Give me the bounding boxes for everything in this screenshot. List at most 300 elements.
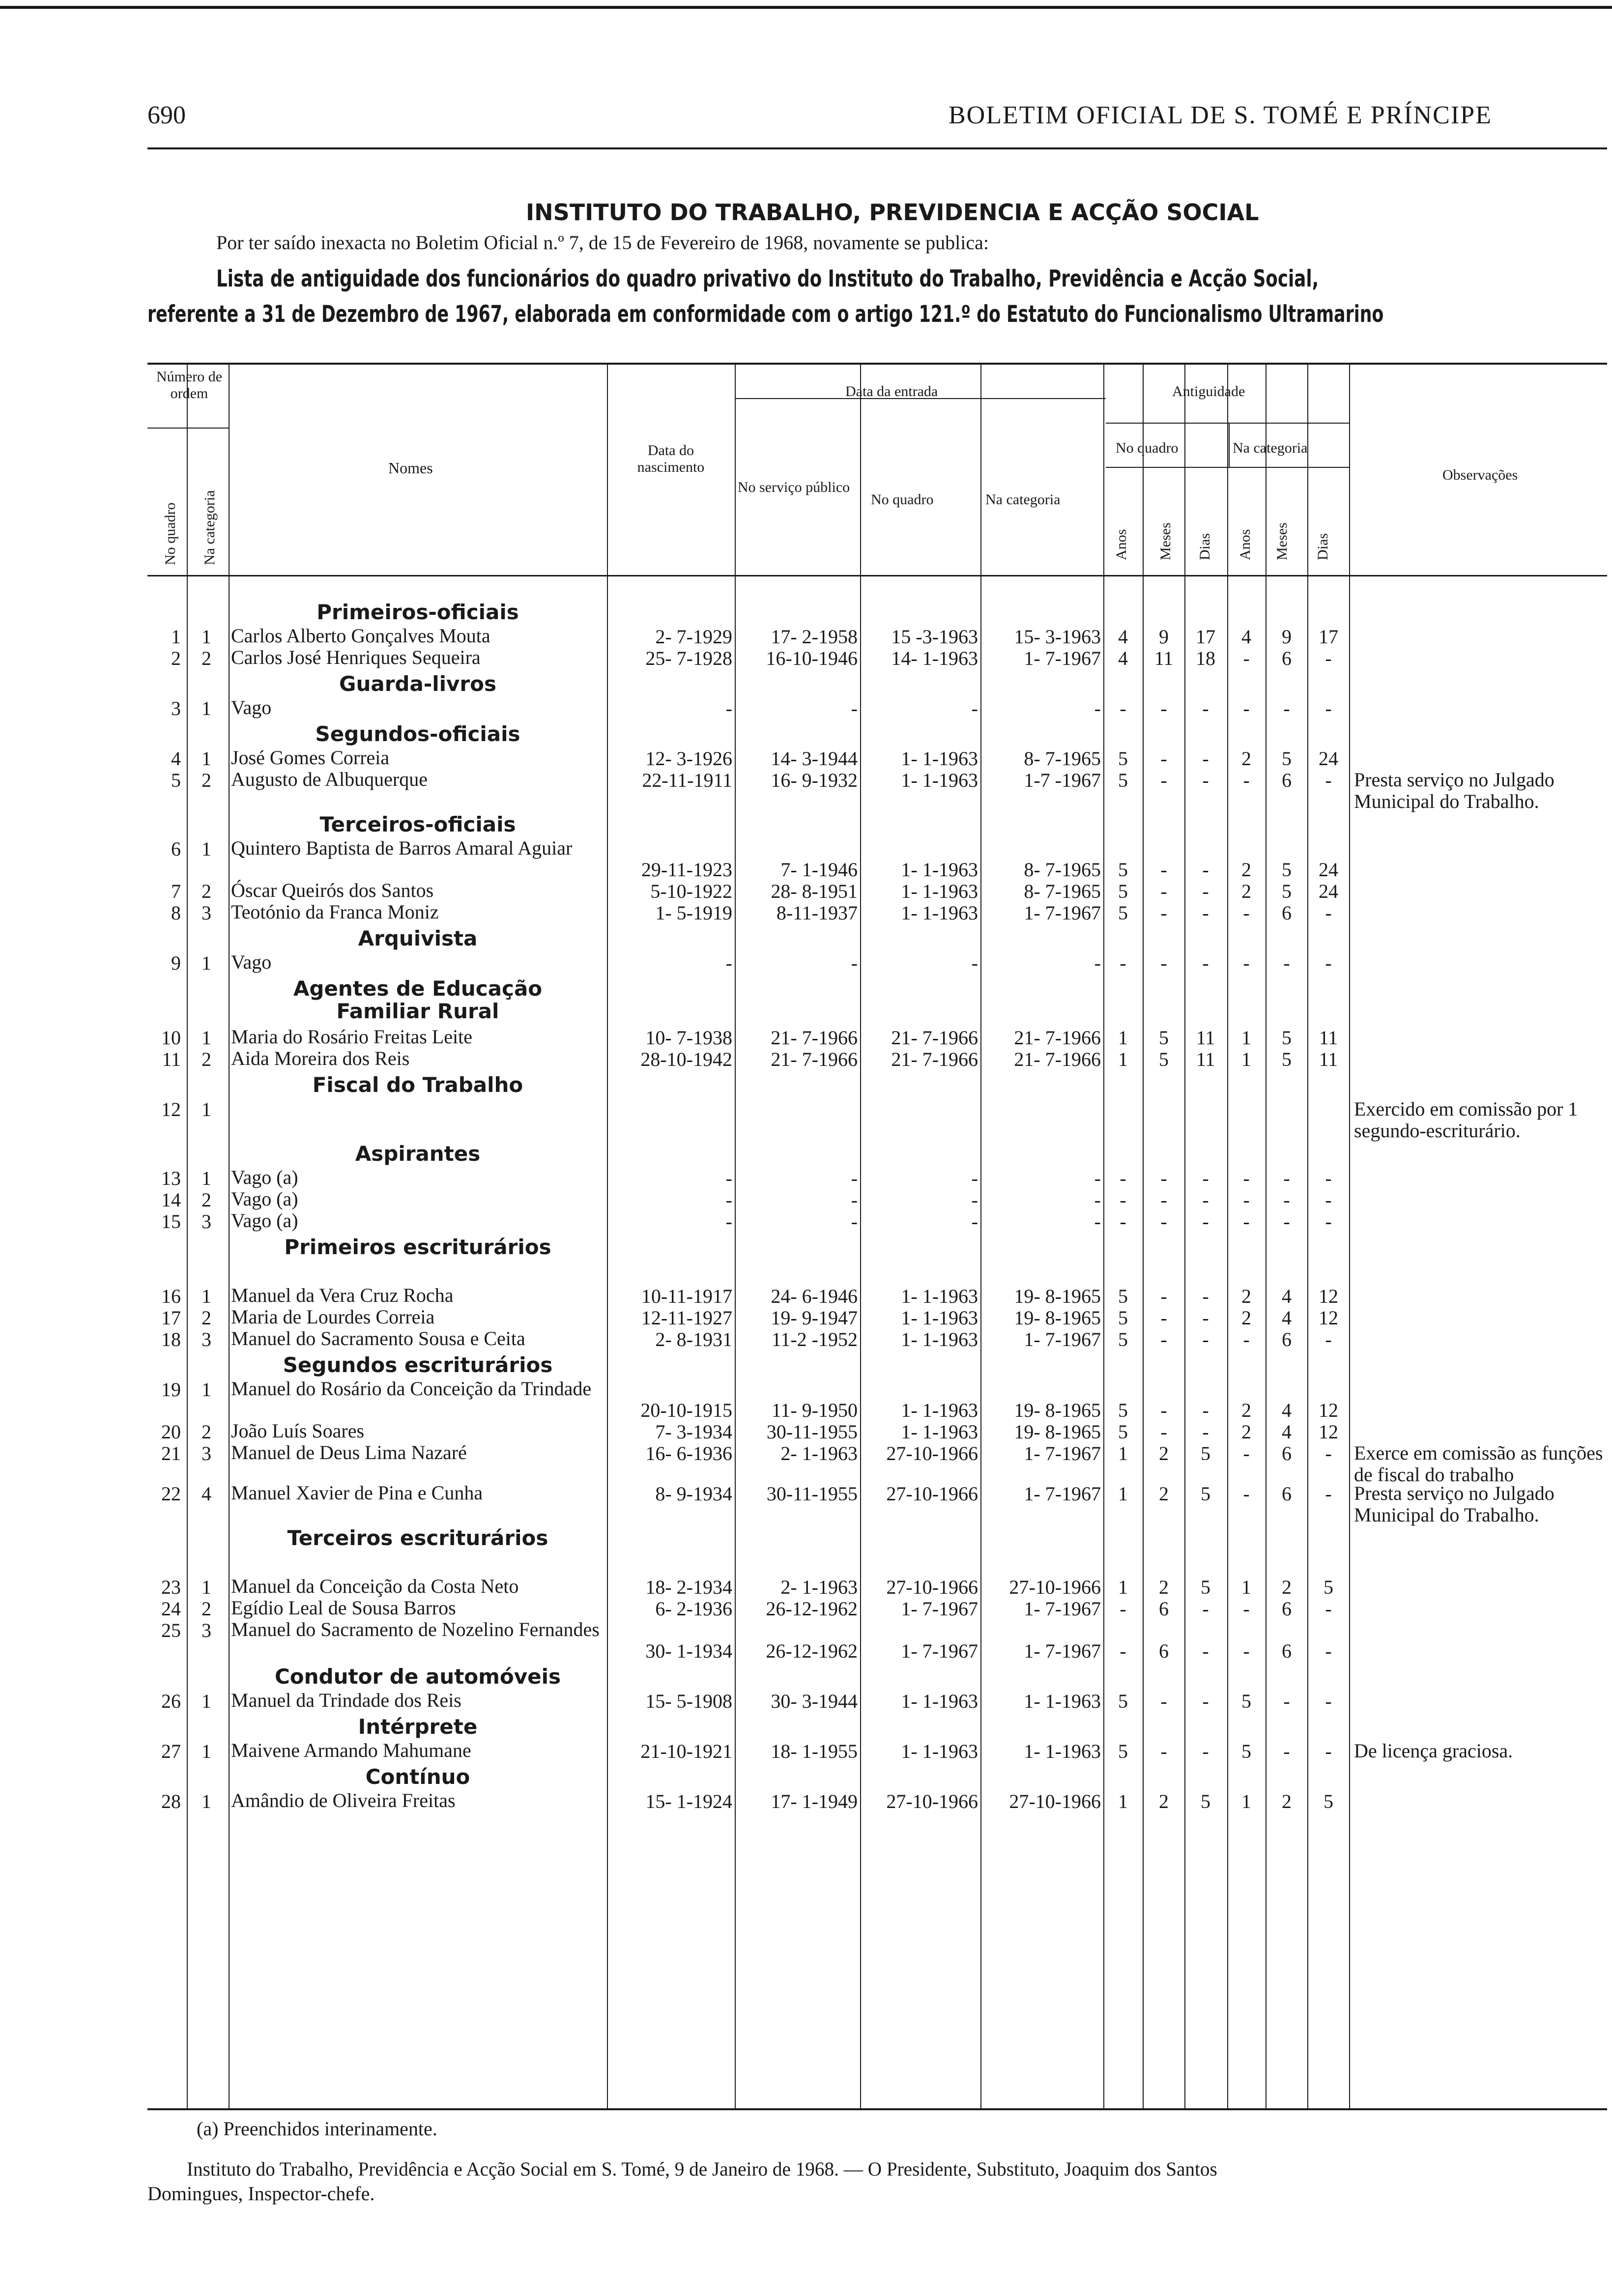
entry-quadro: 1- 7-1967 [901,1598,978,1620]
ant-categoria-dias: 24 [1319,880,1338,902]
entry-categoria: 8- 7-1965 [1024,747,1101,770]
ant-categoria-meses: 6 [1282,1598,1292,1620]
ant-categoria-anos: 2 [1241,1285,1251,1307]
birth-date: 21-10-1921 [640,1740,732,1762]
ant-categoria-dias: 12 [1319,1421,1338,1443]
row-number-quadro: 24 [161,1598,181,1620]
entry-quadro: 1- 7-1967 [901,1640,978,1662]
ant-quadro-anos: 1 [1118,1027,1128,1049]
birth-date: 10- 7-1938 [645,1027,732,1049]
section-heading: Guarda-livros [339,672,497,696]
entry-categoria: 1- 1-1963 [1024,1690,1101,1712]
entry-categoria: 1- 1-1963 [1024,1740,1101,1762]
row-number-categoria: 1 [202,697,211,719]
entry-categoria: 1- 7-1967 [1024,1328,1101,1350]
ant-categoria-meses: 6 [1282,902,1292,924]
ant-quadro-meses: - [1160,697,1167,719]
ant-categoria-anos: - [1243,1167,1250,1189]
row-number-quadro: 10 [161,1027,181,1049]
column-divider [1307,365,1308,2108]
page-number: 690 [147,101,186,129]
row-number-quadro: 3 [171,697,181,719]
entry-quadro: 15 -3-1963 [891,626,978,648]
entry-categoria: 8- 7-1965 [1024,859,1101,881]
ant-quadro-dias: - [1202,1740,1209,1762]
ant-quadro-anos: 5 [1118,859,1128,881]
birth-date: 8- 9-1934 [655,1483,732,1505]
birth-date: 28-10-1942 [640,1048,732,1070]
ant-categoria-meses: 6 [1282,1442,1292,1464]
entry-servico-publico: 26-12-1962 [766,1640,858,1662]
entry-categoria: - [1094,1189,1101,1211]
birth-date: 6- 2-1936 [655,1598,732,1620]
section-heading: Primeiros-oficiais [317,600,519,624]
entry-servico-publico: 19- 9-1947 [771,1307,858,1329]
row-number-categoria: 2 [202,1421,211,1443]
row-number-categoria: 1 [202,1027,211,1049]
entry-categoria: 1- 7-1967 [1024,1640,1101,1662]
birth-date: 15- 5-1908 [645,1690,732,1712]
row-number-categoria: 2 [202,647,211,669]
column-divider [735,365,736,2108]
ant-categoria-dias: - [1325,902,1332,924]
ant-categoria-anos: - [1243,1189,1250,1211]
row-number-categoria: 1 [202,1790,211,1812]
column-divider [1227,365,1228,2108]
ant-quadro-anos: 5 [1118,747,1128,770]
ant-quadro-meses: 2 [1159,1790,1169,1812]
ant-categoria-anos: - [1243,1442,1250,1464]
ant-categoria-dias: - [1325,647,1332,669]
birth-date: - [725,952,732,974]
ant-categoria-dias: 24 [1319,747,1338,770]
entry-servico-publico: 21- 7-1966 [771,1048,858,1070]
ant-categoria-anos: - [1243,1598,1250,1620]
employee-name: Maria de Lourdes Correia [231,1306,435,1328]
ant-quadro-meses: - [1160,1189,1167,1211]
row-number-categoria: 3 [202,1619,211,1641]
header-entrada-na-categoria: Na categoria [985,491,1061,508]
section-heading: Primeiros escriturários [284,1235,551,1259]
employee-name: José Gomes Correia [231,746,390,769]
employee-name: Manuel Xavier de Pina e Cunha [231,1482,483,1504]
row-number-quadro: 12 [161,1098,181,1120]
ant-quadro-meses: - [1160,1210,1167,1233]
signature-line2: Domingues, Inspector-chefe. [147,2182,375,2205]
entry-servico-publico: 17- 1-1949 [771,1790,858,1812]
entry-categoria: - [1094,952,1101,974]
header-ant-na-categoria: Na categoria [1233,440,1308,456]
ant-categoria-anos: - [1243,1640,1250,1662]
ant-quadro-dias: 5 [1201,1790,1210,1812]
ant-categoria-dias: - [1325,1640,1332,1662]
entry-servico-publico: 30- 3-1944 [771,1690,858,1712]
ant-categoria-meses: - [1283,697,1290,719]
ant-categoria-meses: 2 [1282,1576,1292,1598]
row-number-quadro: 1 [171,626,181,648]
section-heading: Contínuo [365,1765,470,1789]
ant-categoria-meses: 4 [1282,1399,1292,1421]
ant-quadro-dias: - [1202,859,1209,881]
antiguidade-mid-divider [1229,423,1230,467]
employee-name: Maria do Rosário Freitas Leite [231,1026,472,1048]
birth-date: 22-11-1911 [642,769,732,791]
row-number-quadro: 4 [171,747,181,770]
entry-servico-publico: 14- 3-1944 [771,747,858,770]
row-number-categoria: 1 [202,952,211,974]
ant-quadro-meses: - [1160,952,1167,974]
ant-categoria-anos: - [1243,902,1250,924]
ant-quadro-dias: 5 [1201,1483,1210,1505]
column-divider [1103,365,1104,2108]
row-number-categoria: 1 [202,1167,211,1189]
row-number-categoria: 2 [202,769,211,791]
entry-quadro: 1- 1-1963 [901,1421,978,1443]
row-number-quadro: 21 [161,1442,181,1464]
entry-categoria: 19- 8-1965 [1014,1285,1101,1307]
ant-categoria-anos: - [1243,1483,1250,1505]
ant-quadro-anos: 1 [1118,1442,1128,1464]
birth-date: 18- 2-1934 [645,1576,732,1598]
entry-servico-publico: 7- 1-1946 [780,859,858,881]
birth-date: 2- 7-1929 [655,626,732,648]
entry-quadro: 1- 1-1963 [901,1328,978,1350]
row-number-quadro: 9 [171,952,181,974]
ant-categoria-anos: 1 [1241,1027,1251,1049]
row-number-categoria: 1 [202,1378,211,1401]
ant-categoria-dias: - [1325,769,1332,791]
birth-date: 16- 6-1936 [645,1442,732,1464]
ant-quadro-anos: 5 [1118,880,1128,902]
header-no-servico-publico: No serviço público [737,479,850,495]
journal-title: BOLETIM OFICIAL DE S. TOMÉ E PRÍNCIPE [949,101,1492,129]
ant-quadro-meses: 2 [1159,1442,1169,1464]
row-number-categoria: 1 [202,838,211,860]
entry-servico-publico: 16-10-1946 [766,647,858,669]
ant-quadro-anos: 1 [1118,1576,1128,1598]
header-anos-c: Anos [1237,529,1253,560]
notice-intro: Por ter saído inexacta no Boletim Oficial n.º 7, de 15 de Fevereiro de 1968, novamente se publica: [216,231,989,254]
ant-quadro-dias: - [1202,747,1209,770]
header-numero-ordem: Número de ordem [156,369,223,402]
ant-categoria-anos: 1 [1241,1048,1251,1070]
row-number-quadro: 28 [161,1790,181,1812]
ant-quadro-meses: 6 [1159,1598,1169,1620]
entry-quadro: 1- 1-1963 [901,747,978,770]
ant-quadro-anos: 5 [1118,1307,1128,1329]
ordem-sub-rule [147,428,229,429]
row-number-quadro: 20 [161,1421,181,1443]
ant-quadro-dias: - [1202,902,1209,924]
ant-categoria-meses: - [1283,1167,1290,1189]
ant-categoria-anos: 2 [1241,747,1251,770]
ant-categoria-meses: - [1283,1690,1290,1712]
ant-categoria-meses: 6 [1282,647,1292,669]
ant-quadro-dias: - [1202,1285,1209,1307]
entry-servico-publico: 30-11-1955 [766,1421,858,1443]
entry-servico-publico: 17- 2-1958 [771,626,858,648]
row-number-quadro: 22 [161,1483,181,1505]
ant-quadro-meses: - [1160,1285,1167,1307]
entry-categoria: 8- 7-1965 [1024,880,1101,902]
birth-date: - [725,1189,732,1211]
employee-name: Manuel da Trindade dos Reis [231,1689,461,1711]
top-border [0,6,1612,9]
row-number-quadro: 19 [161,1378,181,1401]
ant-categoria-anos: 2 [1241,1399,1251,1421]
ant-quadro-meses: - [1160,1328,1167,1350]
ant-categoria-meses: 5 [1282,1048,1292,1070]
ant-categoria-meses: 6 [1282,1483,1292,1505]
ant-categoria-dias: 11 [1319,1027,1338,1049]
entry-quadro: 27-10-1966 [886,1442,978,1464]
section-heading: Fiscal do Trabalho [312,1073,523,1097]
row-number-categoria: 1 [202,747,211,770]
ant-quadro-meses: 2 [1159,1483,1169,1505]
entry-quadro: 27-10-1966 [886,1790,978,1812]
entry-categoria: 1- 7-1967 [1024,1598,1101,1620]
birth-date: 30- 1-1934 [645,1640,732,1662]
ant-categoria-meses: 4 [1282,1307,1292,1329]
employee-name: Teotónio da Franca Moniz [231,901,439,923]
row-number-quadro: 23 [161,1576,181,1598]
ant-quadro-anos: 5 [1118,1690,1128,1712]
row-number-categoria: 2 [202,1048,211,1070]
ant-quadro-meses: - [1160,747,1167,770]
ant-categoria-dias: - [1325,1690,1332,1712]
column-divider [229,365,230,2108]
ant-categoria-meses: - [1283,1210,1290,1233]
ant-categoria-anos: 4 [1241,626,1251,648]
entry-categoria: 21- 7-1966 [1014,1027,1101,1049]
ant-quadro-meses: 5 [1159,1027,1169,1049]
employee-name: Amândio de Oliveira Freitas [231,1789,456,1811]
employee-name: Manuel da Conceição da Costa Neto [231,1575,519,1597]
ant-categoria-anos: 2 [1241,1307,1251,1329]
entry-servico-publico: 30-11-1955 [766,1483,858,1505]
birth-date: 25- 7-1928 [645,647,732,669]
ant-quadro-anos: 5 [1118,1740,1128,1762]
ant-categoria-anos: 1 [1241,1790,1251,1812]
ant-categoria-meses: 5 [1282,1027,1292,1049]
employee-name: Vago (a) [231,1166,298,1188]
entry-categoria: 1-7 -1967 [1024,769,1101,791]
entry-servico-publico: - [851,952,858,974]
birth-date: 7- 3-1934 [655,1421,732,1443]
row-number-quadro: 13 [161,1167,181,1189]
ant-categoria-meses: 6 [1282,1328,1292,1350]
birth-date: 12-11-1927 [641,1307,732,1329]
row-number-quadro: 7 [171,880,181,902]
row-number-quadro: 17 [161,1307,181,1329]
entry-quadro: - [971,952,978,974]
footnote: (a) Preenchidos interinamente. [197,2118,437,2140]
ant-categoria-anos: - [1243,769,1250,791]
ant-quadro-dias: - [1202,1598,1209,1620]
employee-name: Manuel do Sacramento de Nozelino Fernandes [231,1618,600,1640]
ant-quadro-anos: 1 [1118,1483,1128,1505]
ant-quadro-dias: - [1202,1307,1209,1329]
birth-date: 20-10-1915 [640,1399,732,1421]
ant-quadro-anos: 5 [1118,769,1128,791]
entry-servico-publico: - [851,697,858,719]
entry-servico-publico: 2- 1-1963 [780,1442,858,1464]
employee-name: Augusto de Albuquerque [231,768,428,790]
ant-quadro-meses: 6 [1159,1640,1169,1662]
row-number-quadro: 5 [171,769,181,791]
header-ant-no-quadro: No quadro [1116,440,1179,456]
entry-servico-publico: 16- 9-1932 [771,769,858,791]
entry-quadro: - [971,1210,978,1233]
entry-quadro: 1- 1-1963 [901,902,978,924]
institution-title: INSTITUTO DO TRABALHO, PREVIDENCIA E ACÇÃO SOCIAL [526,199,1259,226]
header-entrada-no-quadro: No quadro [871,491,934,508]
header-meses-c: Meses [1274,522,1290,560]
column-divider [607,365,608,2108]
header-nomes: Nomes [388,459,433,477]
ant-categoria-dias: 5 [1324,1576,1333,1598]
ant-categoria-dias: - [1325,1740,1332,1762]
ant-categoria-meses: 4 [1282,1285,1292,1307]
section-heading: Agentes de Educação Familiar Rural [293,976,543,1023]
observation-note: Presta serviço no Julgado Municipal do Trabalho. [1354,1482,1554,1526]
row-number-quadro: 27 [161,1740,181,1762]
birth-date: 2- 8-1931 [655,1328,732,1350]
table-bottom-rule [147,2108,1607,2110]
entry-servico-publico: - [851,1189,858,1211]
header-meses-q: Meses [1157,522,1174,560]
ant-quadro-dias: - [1202,1328,1209,1350]
ant-quadro-dias: 11 [1196,1027,1215,1049]
entry-categoria: 21- 7-1966 [1014,1048,1101,1070]
birth-date: - [725,697,732,719]
entry-servico-publico: 2- 1-1963 [780,1576,858,1598]
ant-quadro-dias: 18 [1196,647,1215,669]
ant-categoria-dias: - [1325,1483,1332,1505]
entry-servico-publico: 11- 9-1950 [771,1399,858,1421]
ant-quadro-dias: - [1202,1210,1209,1233]
birth-date: - [725,1167,732,1189]
employee-name: Manuel da Vera Cruz Rocha [231,1284,454,1306]
observation-note: Presta serviço no Julgado Municipal do Trabalho. [1354,769,1554,812]
row-number-categoria: 2 [202,1189,211,1211]
entry-servico-publico: - [851,1167,858,1189]
entry-categoria: 19- 8-1965 [1014,1421,1101,1443]
ant-quadro-meses: - [1160,902,1167,924]
ant-quadro-dias: 5 [1201,1442,1210,1464]
entry-quadro: 1- 1-1963 [901,1307,978,1329]
header-dias-q: Dias [1197,533,1213,560]
header-na-categoria: Na categoria [202,490,218,565]
ant-quadro-dias: - [1202,1690,1209,1712]
ant-categoria-meses: 5 [1282,859,1292,881]
ant-categoria-anos: - [1243,1328,1250,1350]
entry-quadro: 27-10-1966 [886,1576,978,1598]
entry-servico-publico: 28- 8-1951 [771,880,858,902]
ant-quadro-meses: - [1160,1167,1167,1189]
ant-quadro-meses: 9 [1159,626,1169,648]
row-number-categoria: 1 [202,1690,211,1712]
birth-date: 1- 5-1919 [655,902,732,924]
entry-quadro: 14- 1-1963 [891,647,978,669]
entry-categoria: 19- 8-1965 [1014,1399,1101,1421]
entry-quadro: - [971,1167,978,1189]
entry-quadro: 21- 7-1966 [891,1048,978,1070]
entry-quadro: 1- 1-1963 [901,1690,978,1712]
list-title-line1: Lista de antiguidade dos funcionários do quadro privativo do Instituto do Trabalho, Previdência e Acção Social, [216,265,1319,292]
entry-quadro: 1- 1-1963 [901,1285,978,1307]
employee-name: Manuel do Rosário da Conceição da Trindade [231,1378,592,1400]
row-number-categoria: 4 [202,1483,211,1505]
entry-categoria: - [1094,1167,1101,1189]
ant-quadro-anos: - [1120,1598,1126,1620]
entry-quadro: 1- 1-1963 [901,1740,978,1762]
ant-quadro-anos: 5 [1118,1399,1128,1421]
entry-servico-publico: 26-12-1962 [766,1598,858,1620]
ant-quadro-dias: 17 [1196,626,1215,648]
ant-quadro-meses: - [1160,1690,1167,1712]
entry-categoria: 1- 7-1967 [1024,902,1101,924]
row-number-quadro: 14 [161,1189,181,1211]
ant-quadro-dias: - [1202,1421,1209,1443]
ant-categoria-meses: 5 [1282,747,1292,770]
entry-quadro: - [971,1189,978,1211]
column-divider [1184,365,1185,2108]
entry-quadro: 1- 1-1963 [901,769,978,791]
section-heading: Condutor de automóveis [274,1665,561,1689]
row-number-quadro: 11 [162,1048,181,1070]
section-heading: Intérprete [358,1715,478,1739]
entry-servico-publico: 11-2 -1952 [771,1328,858,1350]
ant-quadro-meses: - [1160,1740,1167,1762]
entry-servico-publico: - [851,1210,858,1233]
ant-categoria-dias: 12 [1319,1399,1338,1421]
employee-name: Vago (a) [231,1188,298,1210]
section-heading: Arquivista [358,926,478,950]
section-heading: Terceiros-oficiais [319,812,516,836]
employee-name: João Luís Soares [231,1420,365,1442]
ant-quadro-meses: 2 [1159,1576,1169,1598]
row-number-categoria: 1 [202,1285,211,1307]
ant-categoria-meses: 6 [1282,769,1292,791]
entry-servico-publico: 21- 7-1966 [771,1027,858,1049]
ant-categoria-meses: 2 [1282,1790,1292,1812]
entry-quadro: 1- 1-1963 [901,859,978,881]
column-divider [187,365,188,2108]
table-top-rule [147,363,1607,365]
ant-quadro-dias: - [1202,1399,1209,1421]
ant-categoria-dias: - [1325,1598,1332,1620]
ant-quadro-anos: - [1120,1167,1126,1189]
entry-categoria: - [1094,697,1101,719]
employee-name: Óscar Queirós dos Santos [231,879,434,901]
birth-date: 29-11-1923 [641,859,732,881]
row-number-quadro: 2 [171,647,181,669]
ant-quadro-meses: - [1160,859,1167,881]
entry-servico-publico: 18- 1-1955 [771,1740,858,1762]
ant-quadro-anos: 5 [1118,1285,1128,1307]
observation-note: Exercido em comissão por 1 segundo-escriturário. [1354,1098,1578,1142]
entry-categoria: 1- 7-1967 [1024,1442,1101,1464]
ant-categoria-dias: - [1325,697,1332,719]
ant-categoria-anos: - [1243,697,1250,719]
ant-categoria-dias: 5 [1324,1790,1333,1812]
ant-categoria-anos: 5 [1241,1690,1251,1712]
column-divider [980,365,981,2108]
ant-categoria-dias: 17 [1319,626,1338,648]
ant-categoria-meses: - [1283,952,1290,974]
row-number-quadro: 26 [161,1690,181,1712]
